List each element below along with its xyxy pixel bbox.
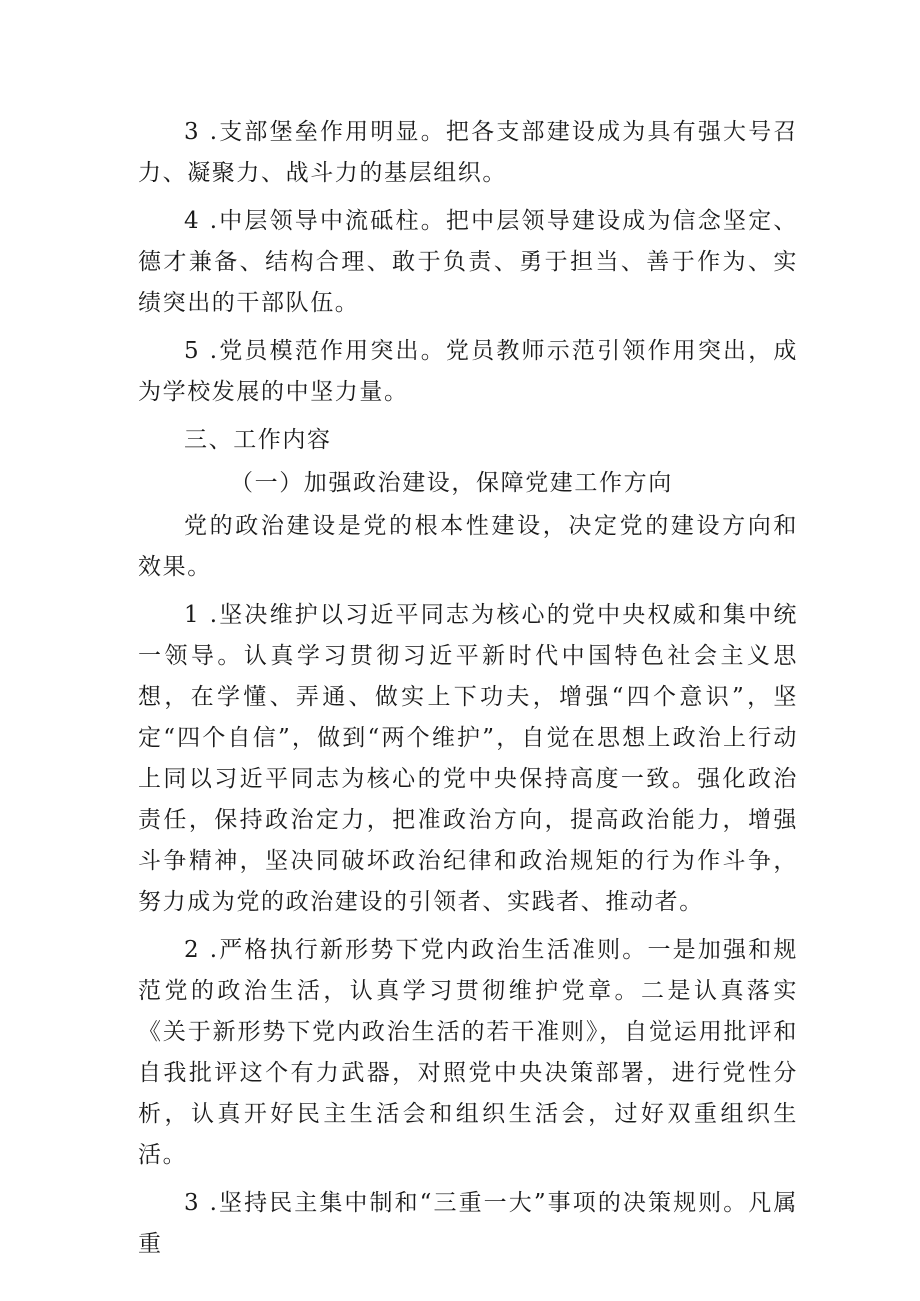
paragraph-goal-3: 3 .支部堡垒作用明显。把各支部建设成为具有强大号召力、凝聚力、战斗力的基层组织。	[138, 119, 798, 186]
paragraph-item-3: 3 .坚持民主集中制和“三重一大”事项的决策规则。凡属重	[138, 1190, 798, 1257]
subsection-heading: （一）加强政治建设，保障党建工作方向	[230, 470, 673, 496]
paragraph-goal-4: 4 .中层领导中流砥柱。把中层领导建设成为信念坚定、德才兼备、结构合理、敢于负责、勇于担当、善于作为、实绩突出的干部队伍。	[138, 208, 798, 316]
paragraph-item-1: 1 .坚决维护以习近平同志为核心的党中央权威和集中统一领导。认真学习贯彻习近平新时代中国特色社会主义思想，在学懂、弄通、做实上下功夫，增强“四个意识”，坚定“四个自信”，做到“两个维护”，自觉在思想上政治上行动上同以习近平同志为核心的党中央保持高度一致。强化政治责任，保持政治定力，把准政治方向，提高政治能力，增强斗争精神，坚决同破坏政治纪律和政治规矩的行为作斗争，努力成为党的政治建设的引领者、实践者、推动者。	[138, 602, 798, 915]
document-body	[138, 112, 798, 1272]
paragraph-goal-5: 5 .党员模范作用突出。党员教师示范引领作用突出，成为学校发展的中坚力量。	[138, 338, 798, 405]
paragraph-item-2: 2 .严格执行新形势下党内政治生活准则。一是加强和规范党的政治生活，认真学习贯彻维护党章。二是认真落实《关于新形势下党内政治生活的若干准则》，自觉运用批评和自我批评这个有力武器，对照党中央决策部署，进行党性分析，认真开好民主生活会和组织生活会，过好双重组织生活。	[138, 937, 798, 1168]
section-heading: 三、工作内容	[184, 427, 332, 453]
intro-paragraph: 党的政治建设是党的根本性建设，决定党的建设方向和效果。	[138, 513, 798, 580]
